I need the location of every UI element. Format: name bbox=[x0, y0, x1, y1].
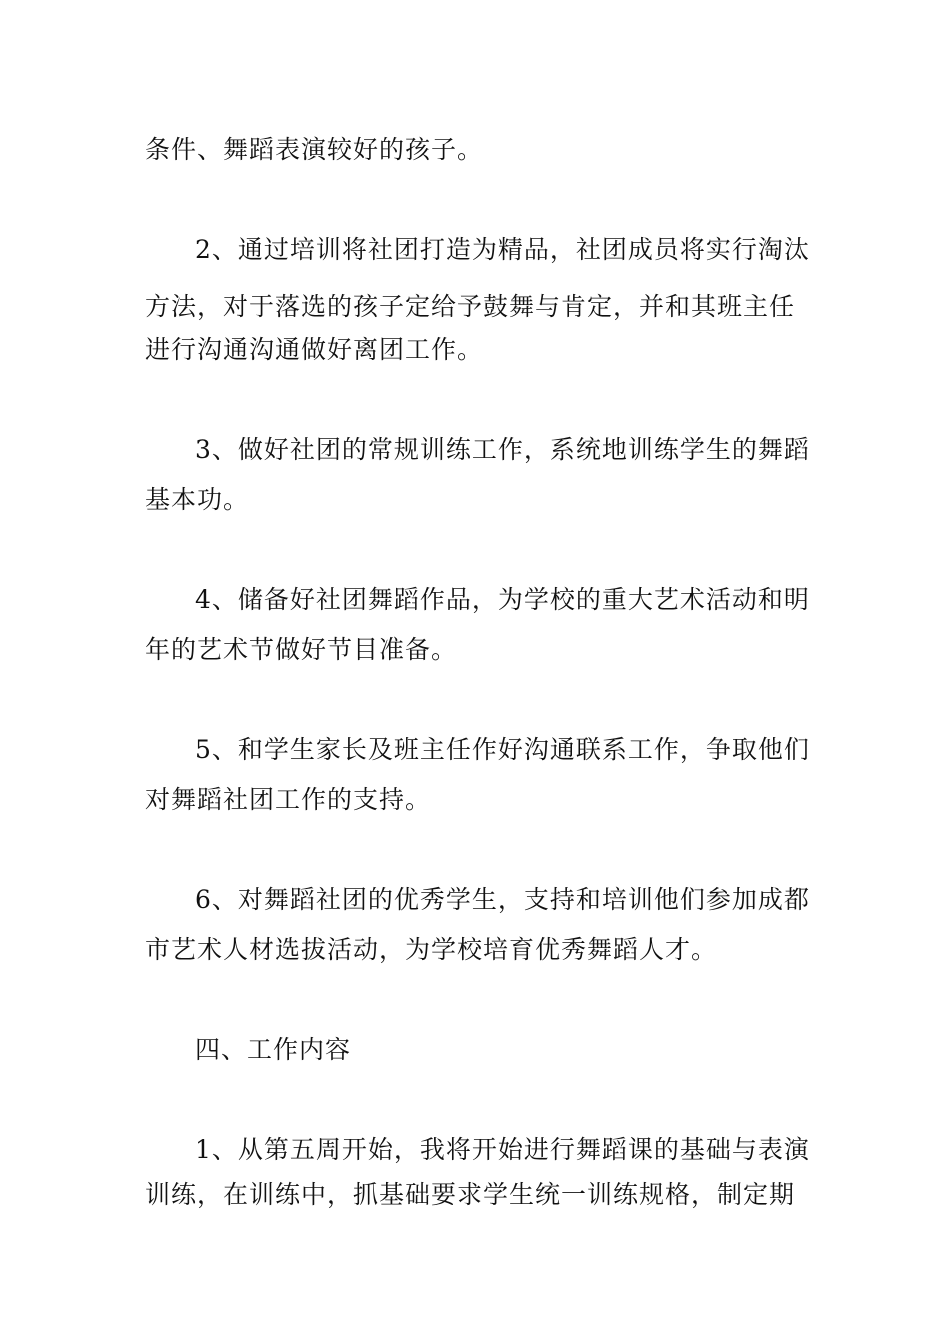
paragraph-line: 4、储备好社团舞蹈作品，为学校的重大艺术活动和明 bbox=[195, 585, 810, 614]
paragraph-line: 对舞蹈社团工作的支持。 bbox=[145, 785, 432, 814]
paragraph-line: 2、通过培训将社团打造为精品，社团成员将实行淘汰 bbox=[195, 235, 810, 264]
paragraph-line: 3、做好社团的常规训练工作，系统地训练学生的舞蹈 bbox=[195, 435, 810, 464]
paragraph-line: 训练，在训练中，抓基础要求学生统一训练规格，制定期 bbox=[145, 1180, 796, 1209]
paragraph-line: 基本功。 bbox=[145, 485, 250, 514]
paragraph-line: 5、和学生家长及班主任作好沟通联系工作，争取他们 bbox=[195, 735, 810, 764]
paragraph-line: 市艺术人材选拔活动，为学校培育优秀舞蹈人才。 bbox=[145, 935, 718, 964]
paragraph-line: 方法，对于落选的孩子定给予鼓舞与肯定，并和其班主任 bbox=[145, 292, 796, 321]
paragraph-line: 年的艺术节做好节目准备。 bbox=[145, 635, 458, 664]
section-heading: 四、工作内容 bbox=[195, 1035, 352, 1064]
paragraph-line: 1、从第五周开始，我将开始进行舞蹈课的基础与表演 bbox=[195, 1135, 810, 1164]
paragraph-line: 进行沟通沟通做好离团工作。 bbox=[145, 335, 484, 364]
paragraph-line: 条件、舞蹈表演较好的孩子。 bbox=[145, 135, 484, 164]
paragraph-line: 6、对舞蹈社团的优秀学生，支持和培训他们参加成都 bbox=[195, 885, 810, 914]
